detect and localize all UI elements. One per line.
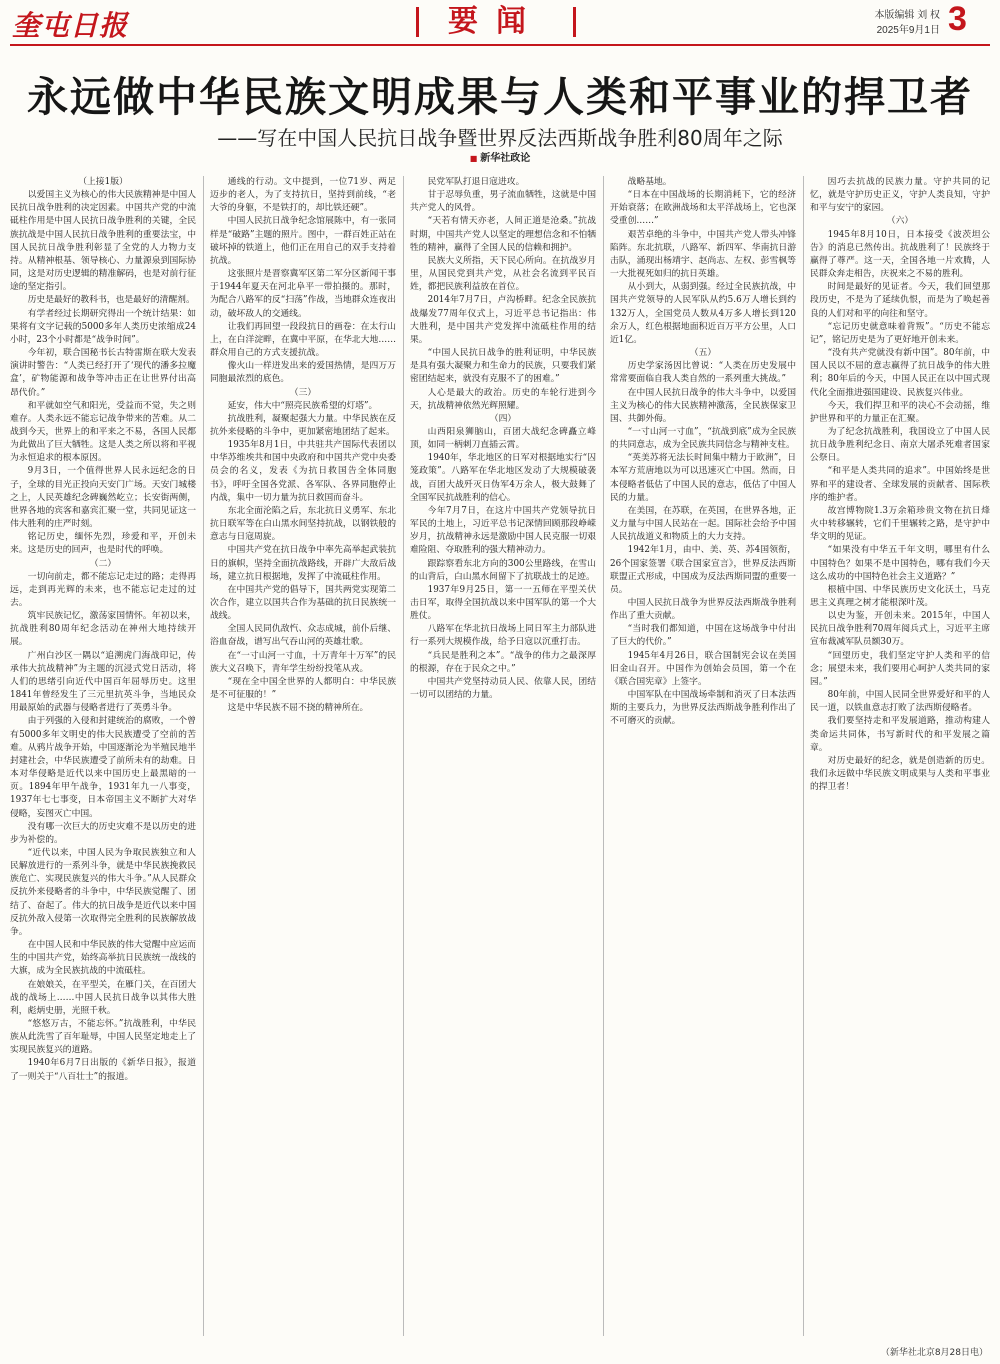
paragraph: 为了纪念抗战胜利，我国设立了中国人民抗日战争胜利纪念日、南京大屠杀死难者国家公祭日。 xyxy=(810,426,990,464)
paragraph: 1942年1月，由中、美、英、苏4国领衔，26个国家签署《联合国家宣言》，世界反法西斯联盟正式形成，中国成为反法西斯同盟的重要一员。 xyxy=(610,545,796,595)
article-column-2 xyxy=(210,176,396,1340)
paragraph: 1935年8月1日，中共驻共产国际代表团以中华苏维埃共和国中央政府和中国共产党中央委员会的名义，发表《为抗日救国告全体同胞书》，呼吁全国各党派、各军队、各界同胞停止内战，集中一切力量为抗日救国而奋斗。 xyxy=(210,440,396,503)
newspaper-logo: 奎屯日报 xyxy=(12,9,129,42)
paragraph: 铭记历史，缅怀先烈，珍爱和平，开创未来。这是历史的回声，也是时代的呼唤。 xyxy=(10,532,196,556)
paragraph: 历史是最好的教科书，也是最好的清醒剂。 xyxy=(27,295,195,306)
paragraph: 以史为鉴，开创未来。2015年，中国人民抗日战争胜利70周年阅兵式上，习近平主席宣布裁减军队员额30万。 xyxy=(810,611,990,648)
paragraph: 1945年8月10日，日本接受《波茨坦公告》的消息已然传出。抗战胜利了！民族终于赢得了尊严。这一天，全国各地一片欢腾，人民群众奔走相告，庆祝来之不易的胜利。 xyxy=(810,229,990,280)
paragraph: “当时我们都知道，中国在这场战争中付出了巨大的代价。” xyxy=(610,624,796,648)
paragraph: 让我们再回望一段段抗日的画卷：在太行山上，在白洋淀畔，在冀中平原，在华北大地……群众用自己的方式支援抗战。 xyxy=(210,321,396,359)
paragraph: 历史学家汤因比曾说：“人类在历史发展中常常要面临自我人类自然的一系列重大挑战。” xyxy=(610,361,796,385)
page-number: 3 xyxy=(948,0,967,38)
paragraph: 民党军队打退日寇进攻。 xyxy=(427,177,525,187)
paragraph: “兵民是胜利之本”。“战争的伟力之最深厚的根源，存在于民众之中。” xyxy=(410,650,596,674)
paragraph: 延安，伟大中“照亮民族希望的灯塔”。 xyxy=(227,400,378,411)
section-heading: （上接1版） xyxy=(78,177,128,187)
masthead-divider xyxy=(10,44,990,46)
paragraph: 由于列强的入侵和封建统治的腐败，一个曾有5000多年文明史的伟大民族遭受了空前的苦难。从鸦片战争开始，中国逐渐沦为半殖民地半封建社会，中华民族遭受了前所未有的劫难。日本对华侵略是近代以来中国历史上最黑暗的一页。1894年甲午战争，1931年九一八事变，1937年七七事变，日本帝国主义不断扩大对华侵略，妄图灭亡中国。 xyxy=(10,716,196,819)
paragraph: 今年初，联合国秘书长古特雷斯在联大发表演讲时警告：“人类已经打开了‘现代的潘多拉魔盒’，矿物能源和战争等冲击正在让世界付出高昂代价。” xyxy=(10,348,196,398)
paragraph: 抗战胜利，凝聚起强大力量。中华民族在反抗外来侵略的斗争中，更加紧密地团结了起来。 xyxy=(210,413,396,437)
paragraph: 我们要坚持走和平发展道路，推动构建人类命运共同体，书写新时代的和平发展之篇章。 xyxy=(810,716,990,753)
paragraph: “如果没有中华五千年文明，哪里有什么中国特色？如果不是中国特色，哪有我们今天这么成功的中国特色社会主义道路？” xyxy=(810,545,990,582)
paragraph: 在“一寸山河一寸血，十万青年十万军”的民族大义召唤下，青年学生纷纷投笔从戎。 xyxy=(210,650,396,674)
paragraph: 在美国，在苏联，在英国，在世界各地，正义力量与中国人民站在一起。国际社会给予中国人民抗战道义和物质上的大力支持。 xyxy=(610,505,796,543)
column-divider xyxy=(603,176,604,1336)
paragraph: 2014年7月7日，卢沟桥畔。纪念全民族抗战爆发77周年仪式上，习近平总书记指出：伟大胜利，是中国共产党发挥中流砥柱作用的结果。 xyxy=(410,295,596,345)
paragraph: 艰苦卓绝的斗争中，中国共产党人带头冲锋陷阵。东北抗联，八路军、新四军、华南抗日游击队，涌现出杨靖宇、赵尚志、左权、彭雪枫等一大批视死如归的抗日英雄。 xyxy=(610,229,796,280)
paragraph: 筑牢民族记忆，激荡家国情怀。年初以来，抗战胜利80周年纪念活动在神州大地持续开展。 xyxy=(10,611,196,648)
paragraph: “回望历史，我们坚定守护人类和平的信念；展望未来，我们要用心呵护人类共同的家园。” xyxy=(810,650,990,687)
paragraph: “一寸山河一寸血”，“抗战到底”成为全民族的共同意志，成为全民族共同信念与精神支柱。 xyxy=(610,426,796,451)
paragraph: 中国人民抗日战争为世界反法西斯战争胜利作出了重大贡献。 xyxy=(610,598,796,622)
article-title: 永远做中华民族文明成果与人类和平事业的捍卫者 xyxy=(27,73,973,121)
paragraph: 这张照片是晋察冀军区第二军分区新闻干事于1944年夏天在河北阜平一带拍摄的。那时，为配合八路军的反“扫荡”作战，当地群众连夜出动，破坏敌人的交通线。 xyxy=(210,269,396,319)
article-footer: （新华社北京8月28日电） xyxy=(880,1348,988,1358)
page-meta xyxy=(840,8,940,38)
paragraph: 甘于忍辱负重，男子流血牺牲，这就是中国共产党人的风骨。 xyxy=(410,190,596,214)
paragraph: 在中国人民抗日战争的伟大斗争中，以爱国主义为核心的伟大民族精神激荡，全民族保家卫国、共御外侮。 xyxy=(610,387,796,424)
page-date: 2025年9月1日 xyxy=(876,25,940,36)
paragraph: “近代以来，中国人民为争取民族独立和人民解放进行的一系列斗争，就是中华民族挽救民族危亡、实现民族复兴的伟大斗争。”从人民群众反抗外来侵略者的斗争中，中华民族觉醒了、团结了、奋起了。伟大的抗日战争是近代以来中国反抗外敌入侵第一次取得完全胜利的民族解放战争。 xyxy=(10,847,196,937)
column-divider xyxy=(803,176,804,1336)
paragraph: 因巧去抗战的民族力量。守护共同的记忆，就是守护历史正义，守护人类良知，守护和平与安宁的家园。 xyxy=(810,177,990,214)
section-heading: （二） xyxy=(89,558,117,569)
paragraph: 9月3日，一个值得世界人民永远纪念的日子，全球的目光正投向天安门广场。天安门城楼之上，人民英雄纪念碑巍然屹立；长安街两侧，世界各地的宾客和嘉宾汇聚一堂，共同见证这一伟大胜利的庄严时刻。 xyxy=(10,466,196,530)
article-header xyxy=(0,52,1000,172)
article-column-5 xyxy=(810,176,990,1340)
paragraph: “和平是人类共同的追求”。中国始终是世界和平的建设者、全球发展的贡献者、国际秩序的维护者。 xyxy=(810,466,990,503)
paragraph: 没有哪一次巨大的历史灾难不是以历史的进步为补偿的。 xyxy=(10,821,196,845)
paragraph: 时间是最好的见证者。今天，我们回望那段历史，不是为了延续仇恨，而是为了唤起善良的人们对和平的向往和坚守。 xyxy=(810,282,990,319)
section-heading: （四） xyxy=(489,413,517,424)
section-bar-left-icon xyxy=(416,7,419,37)
article-subtitle: ——写在中国人民抗日战争暨世界反法西斯战争胜利80周年之际 xyxy=(217,126,783,150)
section-label: 要闻 xyxy=(448,4,544,39)
paragraph: 中国共产党坚持动员人民、依靠人民，团结一切可以团结的力量。 xyxy=(410,676,596,701)
section-heading: （三） xyxy=(289,387,317,398)
paragraph: “日本在中国战场的长期消耗下，它的经济开始衰落；在欧洲战场和太平洋战场上，它也深受重创……” xyxy=(610,190,796,227)
section-bar-right-icon xyxy=(573,7,576,37)
paragraph: 一切向前走，都不能忘记走过的路；走得再远，走到再光辉的未来，也不能忘记走过的过去。 xyxy=(10,571,196,608)
paragraph: 根植中国、中华民族历史文化沃土，马克思主义真理之树才能根深叶茂。 xyxy=(810,584,990,608)
paragraph: “现在全中国全世界的人都明白：中华民族是不可征服的！” xyxy=(210,676,396,701)
paragraph: 战略基地。 xyxy=(627,177,672,187)
paragraph: 1945年4月26日，联合国制宪会议在美国旧金山召开。中国作为创始会员国，第一个在《联合国宪章》上签字。 xyxy=(610,650,796,687)
section-title xyxy=(416,3,576,41)
paragraph: 和平就如空气和阳光，受益而不觉，失之则难存。人类永远不能忘记战争带来的苦难。从二战到今天，世界上的和平来之不易，各国人民都为此做出了巨大牺牲。这是人类之所以将和平视为永恒追求的根本原因。 xyxy=(10,400,196,464)
paragraph: 1937年9月25日，第一一五师在平型关伏击日军，取得全国抗战以来中国军队的第一个大胜仗。 xyxy=(410,584,596,622)
section-heading: （六） xyxy=(886,216,914,227)
column-divider xyxy=(403,176,404,1336)
paragraph: 八路军在华北抗日战场上同日军主力部队进行一系列大规模作战，给予日寇以沉重打击。 xyxy=(410,624,596,648)
paragraph: 山西阳泉狮脑山，百团大战纪念碑矗立峰顶，如同一柄刺刀直插云霄。 xyxy=(410,426,596,451)
paragraph: 1940年6月7日出版的《新华日报》，报道了一则关于“八百壮士”的报道。 xyxy=(10,1058,196,1082)
column-divider xyxy=(203,176,204,1336)
paragraph: “悠悠万古，不能忘怀。”抗战胜利，中华民族从此洗雪了百年耻辱，中国人民坚定地走上了实现民族复兴的道路。 xyxy=(10,1019,196,1056)
paragraph: 有学者经过长期研究得出一个统计结果：如果将有文字记载的5000多年人类历史浓缩成24小时，23个小时都是“战争时间”。 xyxy=(10,308,196,345)
section-heading: （五） xyxy=(689,348,717,359)
paragraph: 民族大义所指，天下民心所向。在抗战岁月里，从国民党到共产党，从社会名流到平民百姓，都把民族利益放在首位。 xyxy=(410,255,596,293)
paragraph: 中国人民抗日战争纪念馆展陈中，有一张同样是“破路”主题的照片。图中，一群百姓正站在破坏掉的铁道上，他们正在用自己的双手支持着抗战。 xyxy=(210,216,396,266)
paragraph: 在中国共产党的倡导下，国共两党实现第二次合作，建立以国共合作为基础的抗日民族统一战线。 xyxy=(210,584,396,622)
paragraph: 80年前，中国人民同全世界爱好和平的人民一道，以铁血意志打败了法西斯侵略者。 xyxy=(810,690,990,714)
paragraph: 广州白沙区一隅以“追溯虎门海战印记，传承伟大抗战精神”为主题的沉浸式党日活动，将人们的思绪引向近代中国百年屈辱历史。这里1841年曾经发生了三元里抗英斗争，当地民众用最原始的武器与侵略者进行了英勇斗争。 xyxy=(10,650,196,714)
article-byline: ■ 新华社政论 xyxy=(0,149,1000,164)
paragraph: 通线的行动。文中提到，一位71岁、两足迈步的老人，为了支持抗日，坚持到前线，“老大爷的身躯，不是铁打的，却比铁还硬”。 xyxy=(210,177,396,214)
article-column-4 xyxy=(610,176,796,1340)
paragraph: “天若有情天亦老，人间正道是沧桑。”抗战时期，中国共产党人以坚定的理想信念和不怕牺牲的精神，赢得了全国人民的信赖和拥护。 xyxy=(410,216,596,253)
paragraph: 在娘娘关，在平型关，在雁门关，在百团大战的战场上……中国人民抗日战争以其伟大胜利，彪炳史册，光照千秋。 xyxy=(10,979,196,1016)
paragraph: 人心是最大的政治。历史的车轮行进到今天，抗战精神依然光辉照耀。 xyxy=(410,387,596,411)
paragraph: 故宫博物院1.3万余箱珍贵文物在抗日烽火中转移辗转，它们千里辗转之路，是守护中华文明的见证。 xyxy=(810,505,990,543)
paragraph: 从小到大，从弱到强。经过全民族抗战，中国共产党领导的人民军队从约5.6万人增长到约132万人，全国党员人数从4万多人增长到120余万人，红色根据地面积近百万平方公里，人口近1亿。 xyxy=(610,282,796,345)
article-body xyxy=(10,176,990,1348)
paragraph: 东北全面沦陷之后，东北抗日义勇军、东北抗日联军等在白山黑水间坚持抗战，以钢铁般的意志与日寇周旋。 xyxy=(210,505,396,543)
paragraph: 像火山一样迸发出来的爱国热情，是四万万同胞最浓烈的底色。 xyxy=(210,361,396,385)
paragraph: “没有共产党就没有新中国”。80年前，中国人民以不屈的意志赢得了抗日战争的伟大胜利；80年后的今天，中国人民正在以中国式现代化全面推进强国建设、民族复兴伟业。 xyxy=(810,348,990,398)
paragraph: “英美苏将无法长时间集中精力于欧洲”，日本军方荒唐地以为可以迅速灭亡中国。然而，日本侵略者低估了中国人民的意志，低估了中国人民的力量。 xyxy=(610,453,796,503)
article-column-1 xyxy=(10,176,196,1340)
paragraph: 今年7月7日，在这片中国共产党领导抗日军民的土地上，习近平总书记深情回顾那段峥嵘岁月，抗战精神永远是激励中国人民克服一切艰难险阻、夺取胜利的强大精神动力。 xyxy=(410,505,596,556)
paragraph: 对历史最好的纪念，就是创造新的历史。我们永远做中华民族文明成果与人类和平事业的捍卫者！ xyxy=(810,755,990,793)
paragraph: 今天，我们捍卫和平的决心不会动摇，维护世界和平的力量正在汇聚。 xyxy=(810,400,990,424)
paragraph: 1940年，华北地区的日军对根据地实行“囚笼政策”。八路军在华北地区发动了大规模破袭战，百团大战歼灭日伪军4万余人，极大鼓舞了全国军民抗战胜利的信心。 xyxy=(410,453,596,503)
paragraph: 中国共产党在抗日战争中率先高举起武装抗日的旗帜，坚持全面抗战路线，开辟广大敌后战场，建立抗日根据地，发挥了中流砥柱作用。 xyxy=(210,545,396,582)
paragraph: “忘记历史就意味着背叛”。“历史不能忘记”，铭记历史是为了更好地开创未来。 xyxy=(810,321,990,345)
paragraph: 中国军队在中国战场牵制和消灭了日本法西斯的主要兵力，为世界反法西斯战争胜利作出了不可磨灭的贡献。 xyxy=(610,690,796,727)
paragraph: 全国人民同仇敌忾、众志成城，前仆后继、浴血奋战，谱写出气吞山河的英雄壮歌。 xyxy=(210,624,396,648)
article-column-3 xyxy=(410,176,596,1340)
page-editor: 本版编辑 刘 权 xyxy=(874,10,940,21)
paragraph: 跟踪察看东北方向的300公里路线，在雪山的山背后，白山黑水间留下了抗联战士的足迹。 xyxy=(410,558,596,582)
masthead xyxy=(0,0,1000,46)
paragraph: 以爱国主义为核心的伟大民族精神是中国人民抗日战争胜利的决定因素。中国共产党的中流砥柱作用是中国人民抗日战争胜利的关键，全民族抗战是中国人民抗日战争胜利的重要法宝，中国人民抗日战争胜利彰显了全党的人力物力支持。从精神根基、领导核心、力量源泉到国际协同，这是对历史逻辑的精准解码，也是对前行征途的坚定指引。 xyxy=(10,190,196,293)
paragraph: “中国人民抗日战争的胜利证明，中华民族是具有强大凝聚力和生命力的民族，只要我们紧密团结起来，就没有克服不了的困难。” xyxy=(410,348,596,385)
paragraph: 在中国人民和中华民族的伟大觉醒中应运而生的中国共产党，始终高举抗日民族统一战线的大旗，成为全民族抗战的中流砥柱。 xyxy=(10,940,196,977)
paragraph: 这是中华民族不屈不挠的精神所在。 xyxy=(227,703,369,714)
